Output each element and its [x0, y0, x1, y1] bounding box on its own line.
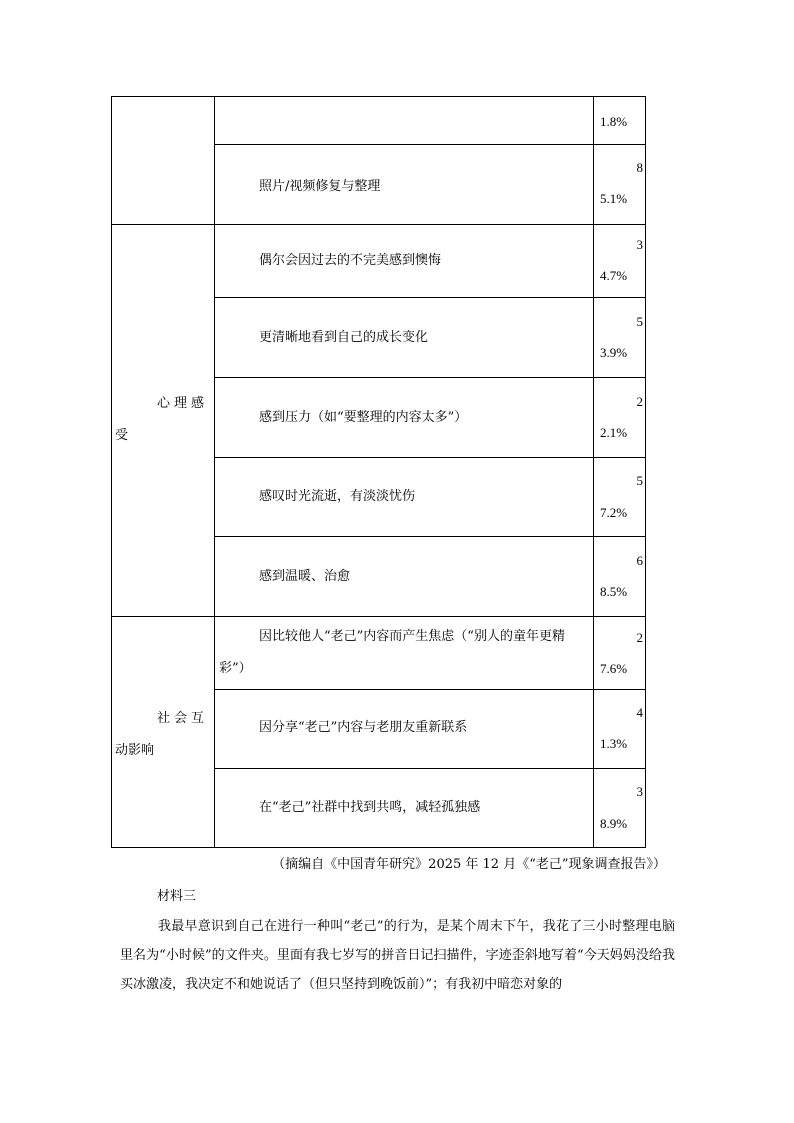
item-text: 照片/视频修复与整理	[259, 179, 381, 194]
percent-cell	[594, 537, 646, 617]
percent-digit: 5	[636, 314, 643, 329]
percent-value: 4.7%	[600, 268, 628, 283]
percent-value: 7.6%	[600, 661, 628, 676]
item-cell	[215, 378, 594, 458]
percent-digit: 2	[636, 630, 643, 645]
percent-digit: 2	[636, 394, 643, 409]
item-cell	[215, 690, 594, 768]
item-text: 因分享“老己”内容与老朋友重新联系	[259, 720, 468, 736]
percent-cell	[594, 617, 646, 690]
percent-digit: 8	[636, 160, 643, 175]
item-text: 因比较他人“老己”内容而产生焦虑（“别人的童年更精彩”）	[219, 629, 565, 676]
item-cell	[215, 298, 594, 378]
percent-cell	[594, 298, 646, 378]
percent-value: 8.9%	[600, 815, 628, 831]
category-cell-blank	[112, 97, 215, 225]
percent-digit: 6	[636, 553, 643, 568]
percent-cell	[594, 145, 646, 225]
item-cell	[215, 458, 594, 537]
percent-digit: 3	[636, 237, 643, 252]
item-cell	[215, 537, 594, 617]
percent-cell	[594, 225, 646, 298]
category-cell	[112, 617, 215, 848]
percent-cell	[594, 378, 646, 458]
category-cell	[112, 225, 215, 617]
item-text: 感到温暖、治愈	[259, 569, 351, 584]
category-label: 心理感受	[115, 396, 204, 443]
percent-value: 1.3%	[600, 736, 628, 752]
percent-cell	[594, 768, 646, 847]
percent-cell	[594, 690, 646, 768]
item-text: 偶尔会因过去的不完美感到懊悔	[259, 253, 442, 268]
percent-value: 2.1%	[600, 425, 628, 440]
percent-cell	[594, 97, 646, 145]
item-cell	[215, 768, 594, 847]
percent-digit: 3	[636, 783, 643, 799]
category-label: 社会互动影响	[115, 711, 204, 758]
item-text: 更清晰地看到自己的成长变化	[259, 330, 429, 345]
percent-cell	[594, 458, 646, 537]
item-cell	[215, 617, 594, 690]
percent-value: 1.8%	[600, 114, 628, 129]
source-citation: （摘编自《中国青年研究》2025 年 12 月《“老己”现象调查报告》）	[272, 857, 666, 872]
material-heading: 材料三	[157, 889, 197, 904]
percent-value: 3.9%	[600, 345, 628, 360]
percent-digit: 4	[636, 705, 643, 721]
item-cell	[215, 145, 594, 225]
percent-digit: 5	[636, 473, 643, 488]
item-text: 在“老己”社群中找到共鸣，减轻孤独感	[259, 799, 481, 815]
percent-value: 7.2%	[600, 505, 628, 520]
percent-value: 8.5%	[600, 584, 628, 599]
body-paragraph: 我最早意识到自己在进行一种叫“老己”的行为，是某个周末下午，我花了三小时整理电脑里名为“小时候”的文件夹。里面有我七岁写的拼音日记扫描件，字迹歪斜地写着“今天妈妈没给我买冰激凌，我决定不和她说话了（但只坚持到晚饭前）”；有我初中暗恋对象的	[120, 919, 675, 992]
item-text: 感叹时光流逝，有淡淡忧伤	[259, 489, 416, 504]
item-cell	[215, 225, 594, 298]
item-text: 感到压力（如“要整理的内容太多”）	[259, 410, 468, 425]
survey-table	[111, 96, 646, 848]
item-cell	[215, 97, 594, 145]
percent-value: 5.1%	[600, 191, 628, 206]
